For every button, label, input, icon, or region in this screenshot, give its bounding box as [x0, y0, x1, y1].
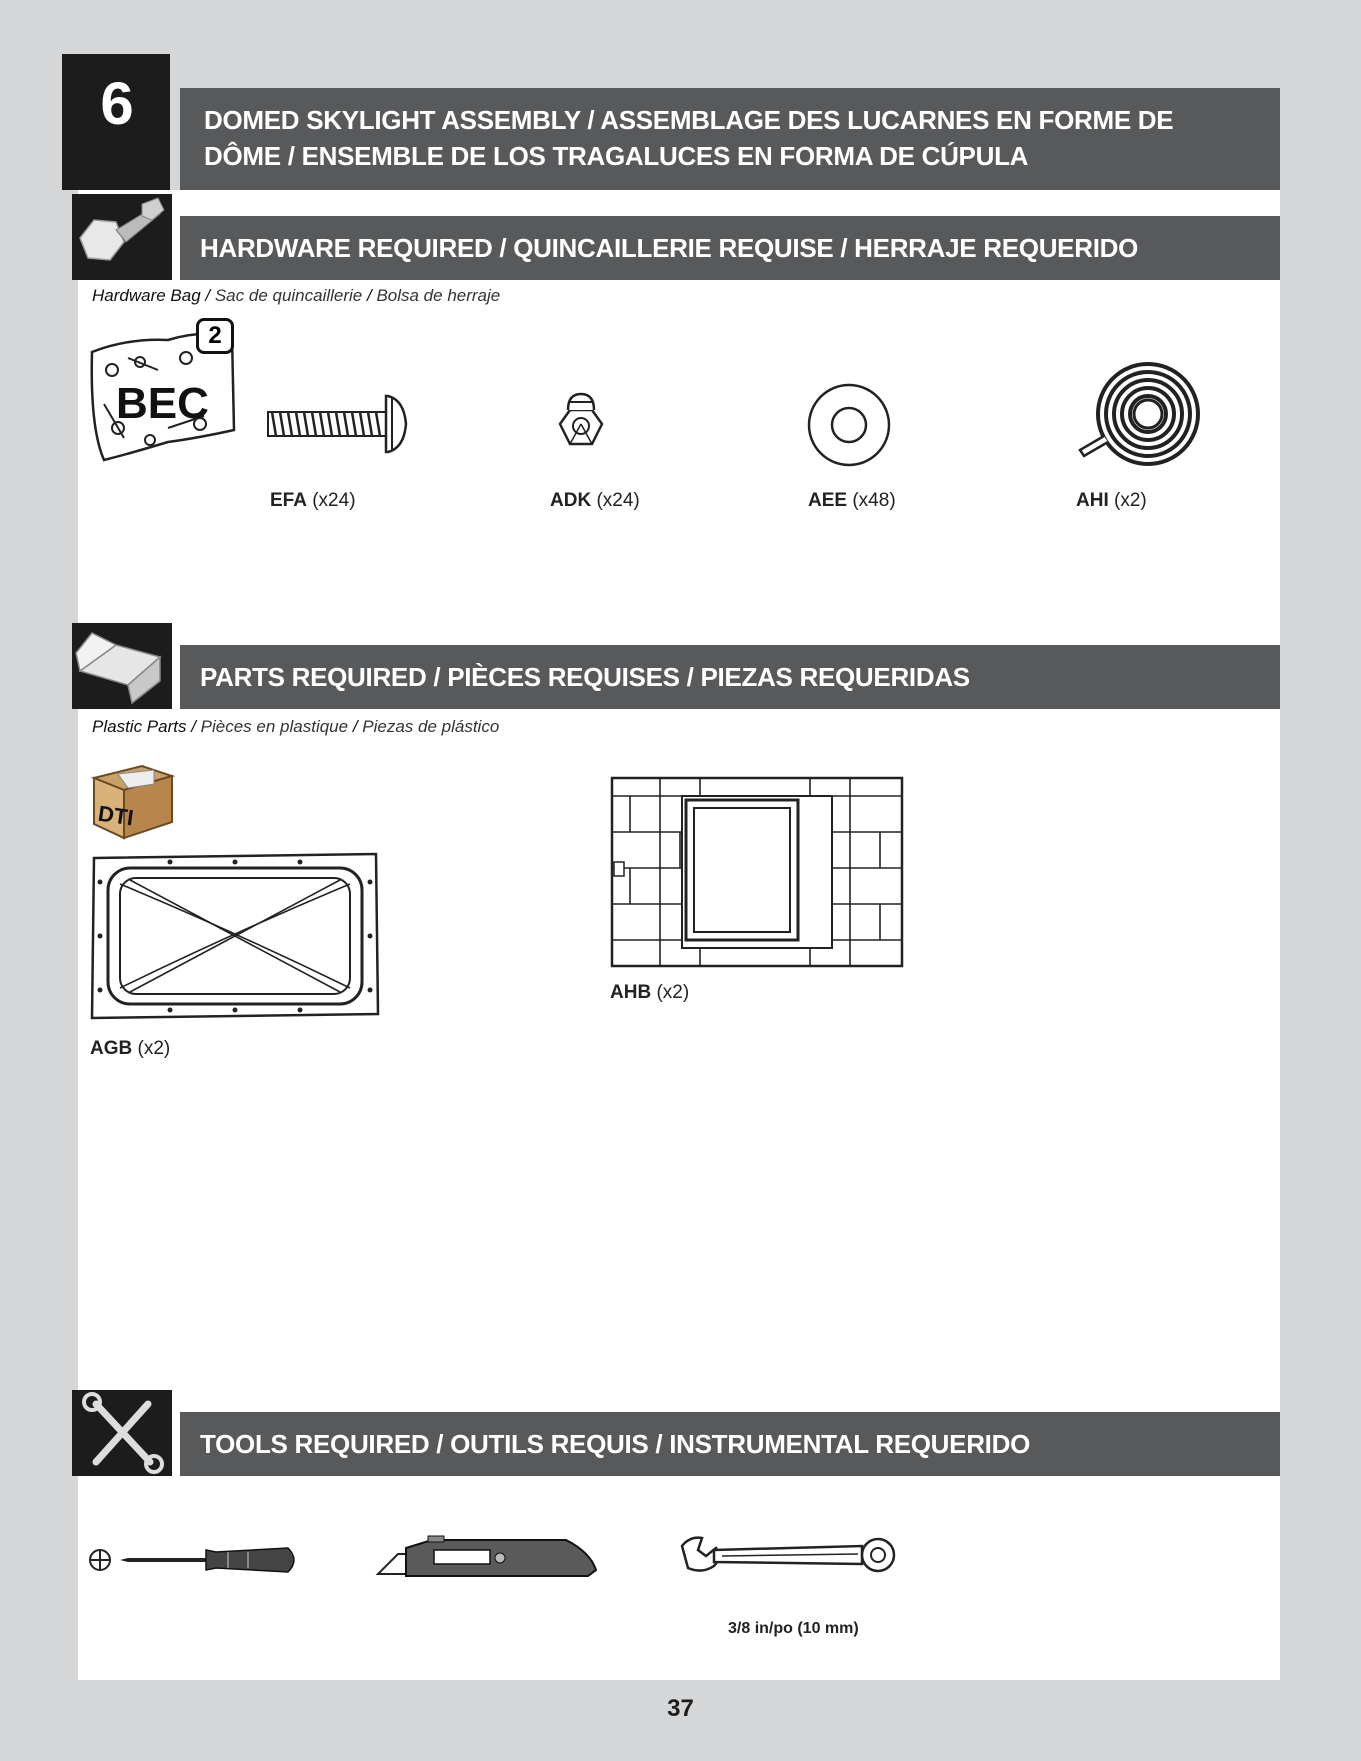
hardware-item-adk: ADK (x24) — [550, 490, 640, 511]
tape-roll-icon — [1070, 356, 1210, 468]
tools-section-icon — [72, 1390, 172, 1476]
parts-section-icon — [72, 623, 172, 709]
hardware-item-ahi: AHI (x2) — [1076, 490, 1147, 511]
hardware-section-icon — [72, 194, 172, 280]
step-title: DOMED SKYLIGHT ASSEMBLY / ASSEMBLAGE DES LUCARNES EN FORME DE DÔME / ENSEMBLE DE LOS TRAGALUCES EN FORMA DE CÚPULA — [180, 88, 1280, 190]
bolt-icon — [264, 390, 414, 458]
skylight-roof-panel-icon — [610, 776, 904, 968]
hardware-heading: HARDWARE REQUIRED / QUINCAILLERIE REQUISE / HERRAJE REQUERIDO — [180, 216, 1280, 280]
bag-number-badge: 2 — [196, 318, 234, 354]
page-number: 37 — [667, 1695, 694, 1722]
parts-box-icon — [88, 756, 178, 842]
step-divider — [170, 54, 180, 190]
phillips-screwdriver-icon — [88, 1540, 302, 1580]
parts-item-agb: AGB (x2) — [90, 1038, 171, 1059]
skylight-dome-icon — [90, 852, 380, 1020]
wrench-size-label: 3/8 in/po (10 mm) — [728, 1620, 859, 1637]
utility-knife-icon — [376, 1534, 598, 1578]
parts-heading: PARTS REQUIRED / PIÈCES REQUISES / PIEZAS REQUERIDAS — [180, 645, 1280, 709]
bracket-icon — [72, 623, 172, 709]
hardware-bag-label: Hardware Bag / Sac de quincaillerie / Bolsa de herraje — [92, 286, 501, 305]
crossed-tools-icon — [72, 1390, 172, 1476]
parts-item-ahb: AHB (x2) — [610, 982, 690, 1003]
plastic-parts-label: Plastic Parts / Pièces en plastique / Piezas de plástico — [92, 717, 500, 736]
combination-wrench-icon — [678, 1534, 900, 1578]
washer-icon — [804, 380, 894, 470]
bag-code: BEC — [116, 379, 209, 428]
nut-and-bolt-icon — [72, 194, 172, 280]
hardware-item-efa: EFA (x24) — [270, 490, 356, 511]
hardware-item-aee: AEE (x48) — [808, 490, 896, 511]
tools-heading: TOOLS REQUIRED / OUTILS REQUIS / INSTRUMENTAL REQUERIDO — [180, 1412, 1280, 1476]
step-number: 6 — [62, 54, 172, 190]
box-code: DTI — [96, 800, 136, 831]
nut-icon — [552, 390, 610, 456]
